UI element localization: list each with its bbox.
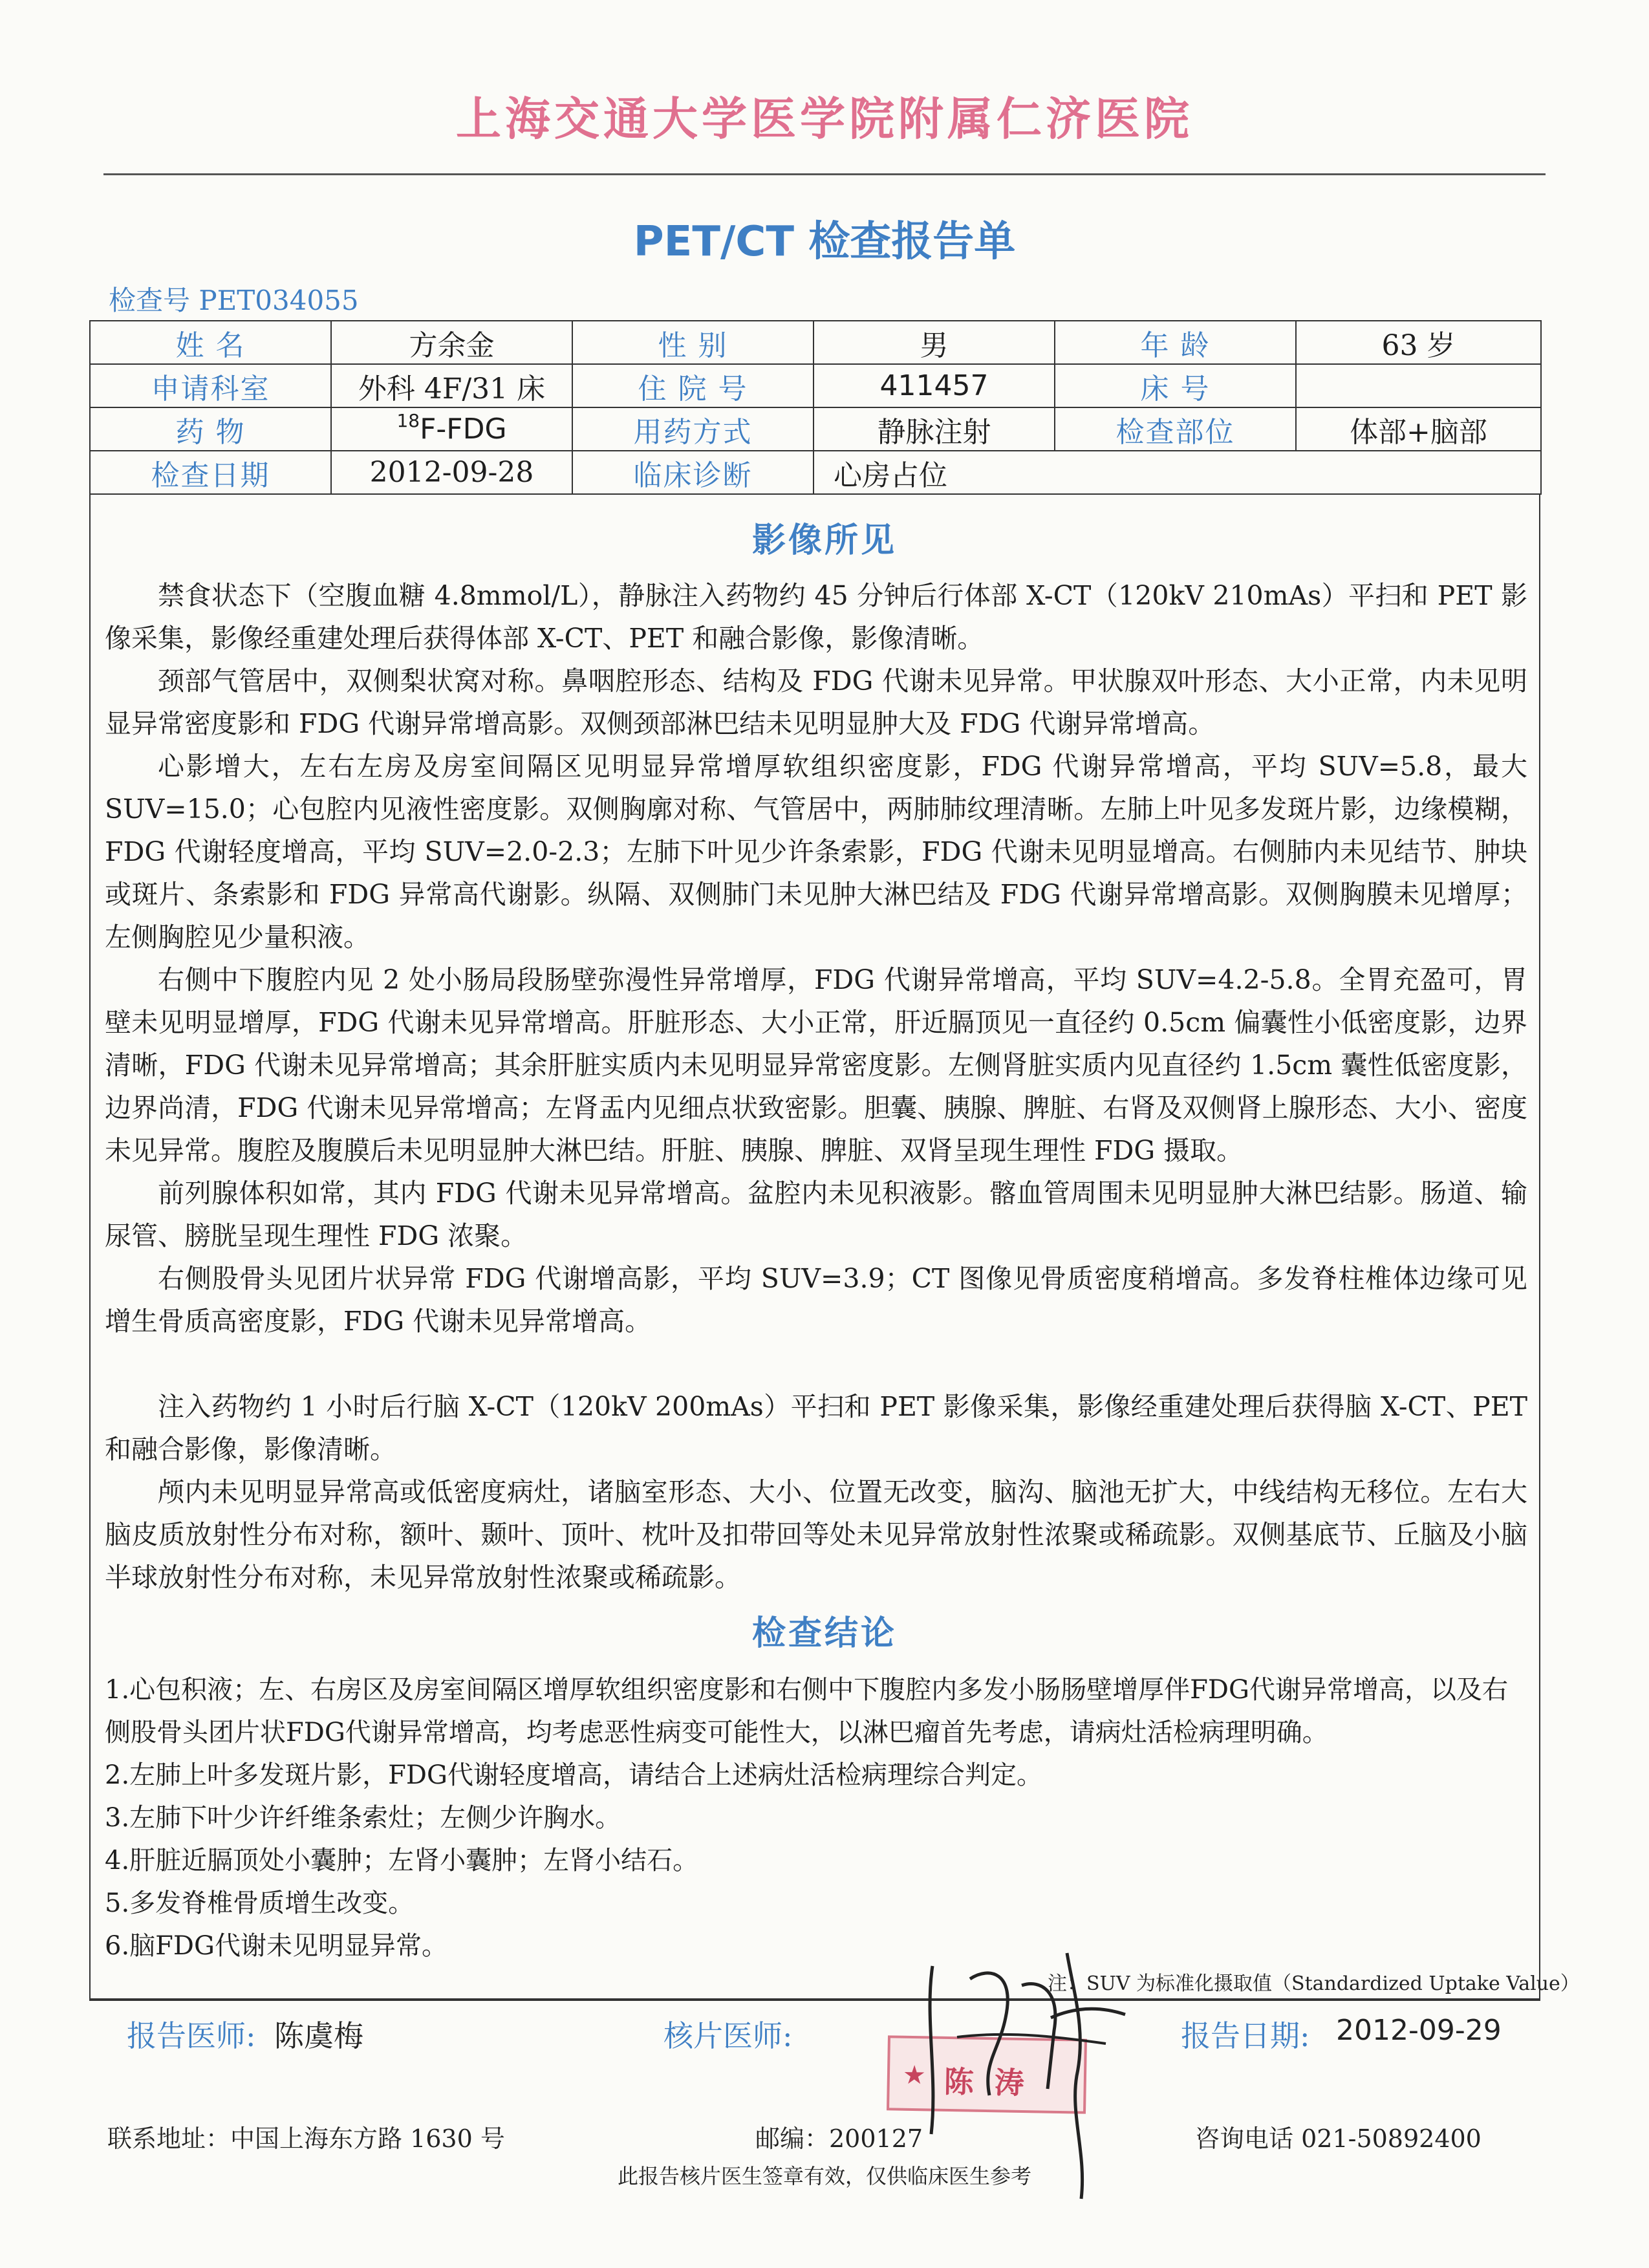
conclusion-item: 6.脑FDG代谢未见明显异常。 — [105, 1931, 447, 1961]
findings-heading: 影像所见 — [751, 521, 897, 560]
conclusion-item: 5.多发脊椎骨质增生改变。 — [105, 1888, 415, 1918]
suv-note: 注：SUV 为标准化摄取值（Standardized Uptake Value） — [1048, 1972, 1580, 1995]
header-divider — [103, 173, 1546, 175]
admission-label: 住 院 号 — [572, 364, 814, 407]
date-label: 检查日期 — [90, 451, 331, 494]
bed-value — [1296, 364, 1541, 407]
footer-divider — [89, 2000, 1540, 2001]
site-label: 检查部位 — [1055, 407, 1296, 451]
diagnosis-label: 临床诊断 — [572, 451, 814, 494]
diagnosis-value: 心房占位 — [814, 451, 1541, 494]
findings-paragraph: 颅内未见明显异常高或低密度病灶，诸脑室形态、大小、位置无改变，脑沟、脑池无扩大，中线结构无移位。左右大脑皮质放射性分布对称，额叶、颞叶、顶叶、枕叶及扣带回等处未见异常放射性浓聚或稀疏影。双侧基底节、丘脑及小脑半球放射性分布对称，未见异常放射性浓聚或稀疏影。 — [105, 1476, 1527, 1593]
findings-paragraph: 心影增大，左右左房及房室间隔区见明显异常增厚软组织密度影，FDG 代谢异常增高，平均 SUV=5.8，最大 SUV=15.0；心包腔内见液性密度影。双侧胸廓对称、气管居中，两肺肺纹理清晰。左肺上叶见多发斑片影，边缘模糊，FDG 代谢轻度增高，平均 SUV=2.0-2.3；左肺下叶见少许条索影，FDG 代谢未见明显增高。右侧肺内未见结节、肿块或斑片、条索影和 FDG 异常高代谢影。纵隔、双侧肺门未见肿大淋巴结及 FDG 代谢异常增高影。双侧胸膜未见增厚；左侧胸腔见少量积液。 — [105, 751, 1527, 953]
patient-sex: 男 — [814, 321, 1055, 364]
findings-paragraph: 右侧中下腹腔内见 2 处小肠局段肠壁弥漫性异常增厚，FDG 代谢异常增高，平均 SUV=4.2-5.8。全胃充盈可，胃壁未见明显增厚，FDG 代谢未见异常增高。肝脏形态、大小正常，肝近膈顶见一直径约 0.5cm 偏囊性小低密度影，边界清晰，FDG 代谢未见异常增高；其余肝脏实质内未见明显异常密度影。左侧肾脏实质内见直径约 1.5cm 囊性低密度影，边界尚清，FDG 代谢未见异常增高；左肾盂内见细点状致密影。胆囊、胰腺、脾脏、右肾及双侧肾上腺形态、大小、密度未见异常。腹腔及腹膜后未见明显肿大淋巴结。肝脏、胰腺、脾脏、双肾呈现生理性 FDG 摄取。 — [105, 964, 1527, 1166]
exam-number: 检查号 PET034055 — [109, 285, 359, 316]
patient-name: 方余金 — [331, 321, 572, 364]
findings-paragraph: 注入药物约 1 小时后行脑 X-CT（120kV 200mAs）平扫和 PET 影像采集，影像经重建处理后获得脑 X-CT、PET 和融合影像，影像清晰。 — [105, 1391, 1527, 1465]
admission-number: 411457 — [814, 364, 1055, 407]
route-value: 静脉注射 — [814, 407, 1055, 451]
route-label: 用药方式 — [572, 407, 814, 451]
report-title: PET/CT 检查报告单 — [633, 218, 1016, 266]
disclaimer: 此报告核片医生签章有效，仅供临床医生参考 — [617, 2164, 1031, 2188]
age-label: 年 龄 — [1055, 321, 1296, 364]
reporter-label: 报告医师: — [127, 2018, 256, 2053]
findings-paragraph: 颈部气管居中，双侧梨状窝对称。鼻咽腔形态、结构及 FDG 代谢未见异常。甲状腺双叶形态、大小正常，内未见明显异常密度影和 FDG 代谢异常增高影。双侧颈部淋巴结未见明显肿大及 FDG 代谢异常增高。 — [105, 665, 1527, 739]
drug-value — [331, 407, 572, 451]
contact-phone: 咨询电话 021-50892400 — [1195, 2124, 1482, 2153]
conclusion-item: 4.肝脏近膈顶处小囊肿；左肾小囊肿；左肾小结石。 — [105, 1846, 699, 1875]
name-label: 姓 名 — [90, 321, 331, 364]
bed-label: 床 号 — [1055, 364, 1296, 407]
reporter-name: 陈虞梅 — [274, 2018, 363, 2053]
drug-isotope-sup: 18 — [396, 410, 420, 431]
table-row — [90, 364, 1541, 407]
site-value: 体部+脑部 — [1296, 407, 1541, 451]
drug-label: 药 物 — [90, 407, 331, 451]
report-date-label: 报告日期: — [1181, 2018, 1310, 2053]
patient-info-table — [89, 320, 1542, 495]
conclusion-list — [105, 1669, 1527, 1967]
findings-paragraph: 禁食状态下（空腹血糖 4.8mmol/L），静脉注入药物约 45 分钟后行体部 X-CT（120kV 210mAs）平扫和 PET 影像采集，影像经重建处理后获得体部 X-CT、PET 和融合影像，影像清晰。 — [105, 580, 1527, 654]
sex-label: 性 别 — [572, 321, 814, 364]
table-row — [90, 407, 1541, 451]
contact-postcode: 邮编：200127 — [755, 2124, 923, 2153]
conclusion-item: 1.心包积液；左、右房区及房室间隔区增厚软组织密度影和右侧中下腹腔内多发小肠肠壁增厚伴FDG代谢异常增高，以及右侧股骨头团片状FDG代谢异常增高，均考虑恶性病变可能性大，以淋巴瘤首先考虑，请病灶活检病理明确。 — [105, 1675, 1508, 1747]
patient-age: 63 岁 — [1296, 321, 1541, 364]
drug-name: F-FDG — [420, 413, 507, 446]
table-row — [90, 451, 1541, 494]
dept-value: 外科 4F/31 床 — [331, 364, 572, 407]
conclusion-item: 3.左肺下叶少许纤维条索灶；左侧少许胸水。 — [105, 1803, 621, 1833]
report-date: 2012-09-29 — [1336, 2014, 1502, 2047]
star-icon: ★ — [902, 2060, 927, 2091]
reviewer-label: 核片医师: — [663, 2018, 793, 2053]
conclusion-item: 2.左肺上叶多发斑片影，FDG代谢轻度增高，请结合上述病灶活检病理综合判定。 — [105, 1760, 1042, 1790]
hospital-name: 上海交通大学医学院附属仁济医院 — [456, 92, 1193, 146]
findings-paragraph: 前列腺体积如常，其内 FDG 代谢未见异常增高。盆腔内未见积液影。髂血管周围未见明显肿大淋巴结影。肠道、输尿管、膀胱呈现生理性 FDG 浓聚。 — [105, 1178, 1527, 1251]
table-row — [90, 321, 1541, 364]
dept-label: 申请科室 — [90, 364, 331, 407]
conclusion-heading: 检查结论 — [751, 1614, 897, 1653]
stamp-text: 陈 涛 — [943, 2064, 1030, 2101]
findings-text — [105, 574, 1527, 1599]
exam-date: 2012-09-28 — [331, 451, 572, 494]
findings-paragraph: 右侧股骨头见团片状异常 FDG 代谢增高影，平均 SUV=3.9；CT 图像见骨质密度稍增高。多发脊柱椎体边缘可见增生骨质高密度影，FDG 代谢未见异常增高。 — [105, 1263, 1527, 1337]
contact-address: 联系地址：中国上海东方路 1630 号 — [107, 2124, 505, 2153]
